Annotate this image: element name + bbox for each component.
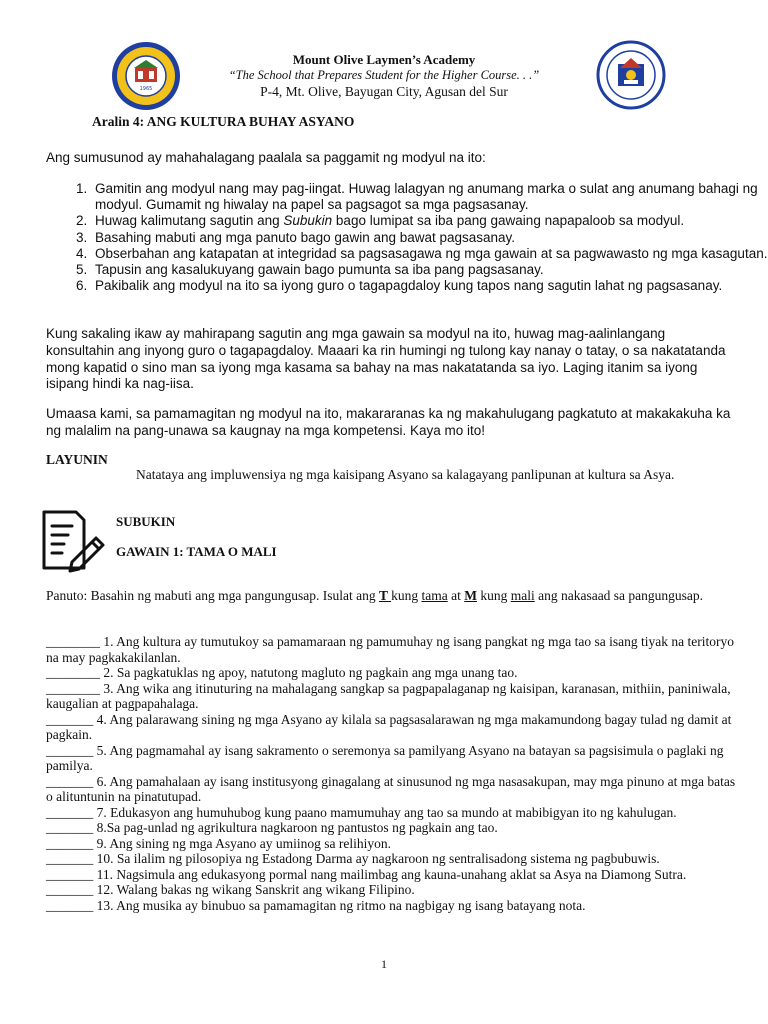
- layunin-text: Natataya ang impluwensiya ng mga kaisipang Asyano sa kalagayang panlipunan at kultura sa Asya.: [136, 467, 675, 482]
- instructions: [46, 588, 736, 604]
- school-motto: “The School that Prepares Student for the Higher Course. . .”: [228, 68, 540, 82]
- rule-text: Huwag kalimutang sagutin ang: [95, 213, 284, 229]
- page-number: 1: [381, 957, 387, 971]
- list-item: _______ 10. Sa ilalim ng pilosopiya ng Estadong Darma ay nagkaroon ng sentralisadong sistema ng pagbubuwis.: [46, 851, 660, 866]
- school-header: [0, 52, 768, 100]
- list-item: _______ 7. Edukasyon ang humuhubog kung paano mamumuhay ang tao sa mundo at mabibigyan ito ng kahulugan.: [46, 804, 677, 820]
- rule-item: 5. Tapusin ang kasalukuyang gawain bago pumunta sa iba pang pagsasanay.: [91, 262, 768, 278]
- rule-item: 6. Pakibalik ang modyul na ito sa iyong guro o tagapagdaloy kung tapos nang sagutin lahat ng pagsasanay.: [91, 278, 768, 294]
- instr-text: at: [447, 588, 465, 603]
- layunin-heading: LAYUNIN: [46, 452, 108, 467]
- svg-text:1965: 1965: [139, 86, 153, 92]
- list-item: _______ 11. Nagsimula ang edukasyong pormal nang mailimbag ang kauna-unahang aklat sa Asya na Diamong Sutra.: [46, 866, 687, 882]
- instr-text: kung: [391, 588, 422, 603]
- rule-item: 4. Obserbahan ang katapatan at integridad sa pagsasagawa ng mga gawain at sa pagwawasto ng mga kasagutan.: [91, 246, 768, 262]
- instr-true-letter: T: [378, 588, 392, 603]
- list-item: _______ 12. Walang bakas ng wikang Sanskrit ang wikang Filipino.: [46, 882, 415, 897]
- school-name: Mount Olive Laymen’s Academy: [292, 52, 476, 67]
- document-pencil-icon: [36, 508, 106, 574]
- instr-text: ang nakasaad sa pangungusap.: [534, 588, 704, 603]
- activity-heading: GAWAIN 1: TAMA O MALI: [116, 544, 277, 559]
- school-address: P-4, Mt. Olive, Bayugan City, Agusan del Sur: [260, 84, 508, 99]
- true-false-items: [46, 634, 736, 913]
- intro-text: Ang sumusunod ay mahahalagang paalala sa paggamit ng modyul na ito:: [46, 150, 486, 165]
- list-item: ________ 3. Ang wika ang itinuturing na mahalagang sangkap sa pagpapalaganap ng kaisipan, karanasan, mithiin, paniniwala, kaugalian at pagpapahalaga.: [46, 680, 731, 711]
- rules-list: [46, 181, 768, 294]
- rule-italic-text: Subukin: [283, 213, 333, 229]
- list-item: _______ 8.Sa pag-unlad ng agrikultura nagkaroon ng pantustos ng pagkain ang tao.: [46, 820, 498, 835]
- list-item: ________ 2. Sa pagkatuklas ng apoy, natutong magluto ng pagkain ang mga unang tao.: [46, 665, 518, 680]
- instr-text: kung: [476, 588, 511, 603]
- list-item: _______ 13. Ang musika ay binubuo sa pamamagitan ng ritmo na nagbigay ng isang batayang nota.: [46, 897, 586, 913]
- lesson-title: Aralin 4: ANG KULTURA BUHAY ASYANO: [92, 114, 355, 129]
- rule-item: [91, 213, 768, 229]
- instr-text: Panuto: Basahin ng mabuti ang mga pangungusap. Isulat ang: [46, 588, 379, 603]
- list-item: _______ 5. Ang pagmamahal ay isang sakramento o seremonya sa pamilyang Asyano na batayan sa pagsisimula o paglaki ng pamilya.: [46, 742, 724, 773]
- list-item: ________ 1. Ang kultura ay tumutukoy sa pamamaraan ng pamumuhay ng isang pangkat ng mga tao sa isang tiyak na teritoryo na may pagkakakilanlan.: [46, 634, 734, 665]
- instr-mali: mali: [510, 588, 535, 603]
- list-item: _______ 6. Ang pamahalaan ay isang institusyong ginagalang at sinusunod ng mga nasasakupan, may mga pinuno at mga batas o alituntunin na pinatutupad.: [46, 773, 736, 804]
- instr-false-letter: M: [464, 588, 477, 603]
- instr-tama: tama: [421, 588, 448, 603]
- subukin-heading: SUBUKIN: [116, 514, 176, 529]
- rule-item: 1. Gamitin ang modyul nang may pag-iingat. Huwag lalagyan ng anumang marka o sulat ang anumang bahagi ng modyul. Gumamit ng hiwalay na papel sa pagsagot sa mga pagsasanay.: [91, 181, 768, 213]
- list-item: _______ 9. Ang sining ng mga Asyano ay umiinog sa relihiyon.: [46, 835, 391, 851]
- rule-text: bago lumipat sa iba pang gawaing napapaloob sa modyul.: [332, 213, 685, 229]
- list-item: _______ 4. Ang palarawang sining ng mga Asyano ay kilala sa pagsasalarawan ng mga makamundong bagay tulad ng damit at pagkain.: [46, 711, 732, 742]
- guidance-paragraph: Kung sakaling ikaw ay mahirapang sagutin ang mga gawain sa modyul na ito, huwag mag-aalinlangang konsultahin ang inyong guro o tagapagdaloy. Maaari ka rin humingi ng tulong kay nanay o tatay, o sa nakatatanda mong kapatid o sino man sa iyong mga kasama sa bahay na mas nakatatanda sa iyo. Laging itanim sa iyong isipang hindi ka nag-iisa.: [46, 326, 726, 392]
- rule-item: 3. Basahing mabuti ang mga panuto bago gawin ang bawat pagsasanay.: [91, 230, 768, 246]
- encouragement-paragraph: Umaasa kami, sa pamamagitan ng modyul na ito, makararanas ka ng makahulugang pagkatuto at makakakuha ka ng malalim na pang-unawa sa kaugnay na mga kompetensi. Kaya mo ito!: [46, 406, 731, 438]
